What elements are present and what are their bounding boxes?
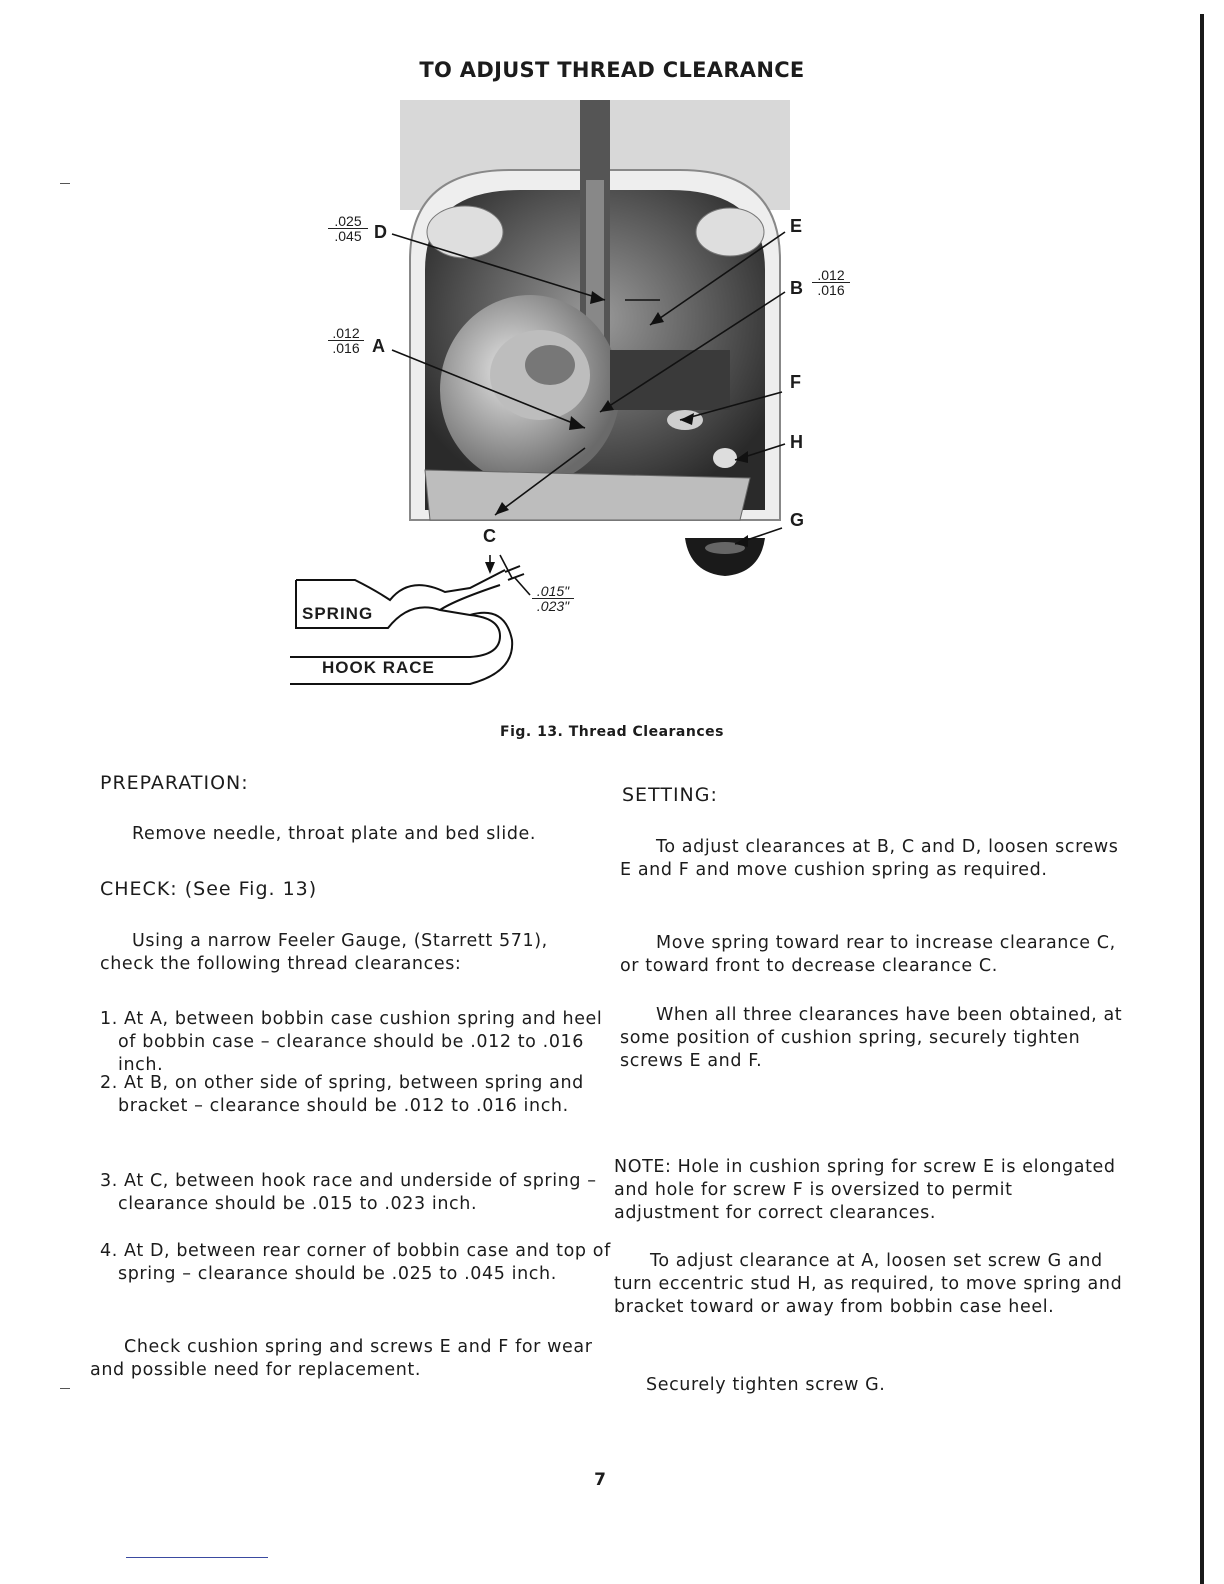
label-a: A xyxy=(372,336,385,356)
setting-p1: To adjust clearances at B, C and D, loosen screws E and F and move cushion spring as required. xyxy=(620,837,1119,880)
setting-p4: To adjust clearance at A, loosen set screw G and turn eccentric stud H, as required, to move spring and bracket toward or away from bobbin case heel. xyxy=(614,1251,1123,1317)
label-c: C xyxy=(483,526,496,546)
label-d: D xyxy=(374,222,387,242)
check-item-2: 2. At B, on other side of spring, between spring and bracket – clearance should be .012 to .016 inch. xyxy=(100,1073,584,1116)
check-item-4: 4. At D, between rear corner of bobbin case and top of spring – clearance should be .025 to .045 inch. xyxy=(100,1241,611,1284)
setting-p2: Move spring toward rear to increase clearance C, or toward front to decrease clearance C. xyxy=(620,933,1116,976)
gauge-d: .025 .045 xyxy=(328,214,368,243)
check-intro: Using a narrow Feeler Gauge, (Starrett 571), check the following thread clearances: xyxy=(100,931,548,974)
check-item-1: 1. At A, between bobbin case cushion spring and heel of bobbin case – clearance should be .012 to .016 inch. xyxy=(100,1009,603,1075)
spring-label: SPRING xyxy=(302,604,374,623)
label-f: F xyxy=(790,372,801,392)
gauge-c: .015" .023" xyxy=(532,584,574,613)
setting-p3: When all three clearances have been obtained, at some position of cushion spring, securely tighten screws E and F. xyxy=(620,1005,1123,1071)
gauge-a: .012 .016 xyxy=(328,326,364,355)
footer-rule xyxy=(126,1557,268,1558)
figure-leader-lines xyxy=(0,0,1224,760)
preparation-heading: PREPARATION: xyxy=(100,772,249,794)
check-heading: CHECK: (See Fig. 13) xyxy=(100,878,318,900)
figure-caption: Fig. 13. Thread Clearances xyxy=(500,724,724,740)
check-closing: Check cushion spring and screws E and F for wear and possible need for replacement. xyxy=(90,1337,593,1380)
setting-p5: Securely tighten screw G. xyxy=(646,1375,886,1395)
label-e: E xyxy=(790,216,803,236)
label-h: H xyxy=(790,432,803,452)
check-item-3: 3. At C, between hook race and underside of spring – clearance should be .015 to .023 inch. xyxy=(100,1171,597,1214)
gauge-b: .012 .016 xyxy=(812,268,850,297)
page-title: TO ADJUST THREAD CLEARANCE xyxy=(419,58,805,82)
hook-race-label: HOOK RACE xyxy=(322,658,435,677)
preparation-text: Remove needle, throat plate and bed slide. xyxy=(132,824,537,844)
label-b: B xyxy=(790,278,803,298)
page-number: 7 xyxy=(594,1470,606,1490)
label-g: G xyxy=(790,510,805,530)
setting-heading: SETTING: xyxy=(622,784,718,806)
setting-note: NOTE: Hole in cushion spring for screw E is elongated and hole for screw F is oversized to permit adjustment for correct clearances. xyxy=(614,1157,1116,1223)
margin-tick xyxy=(60,1388,70,1389)
